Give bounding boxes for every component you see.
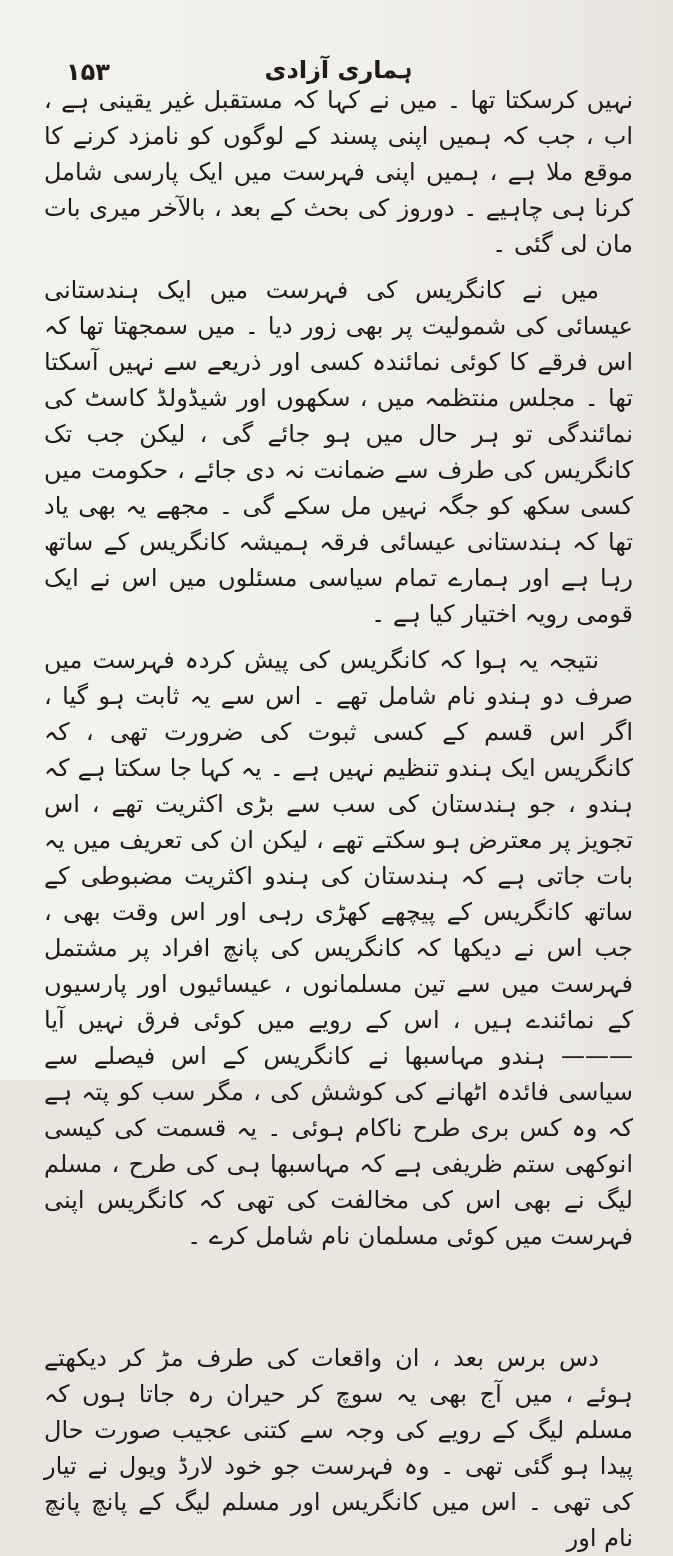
page-number: ۱۵۳ — [66, 58, 110, 86]
paragraph-4: دس برس بعد ، ان واقعات کی طرف مڑ کر دیکھتے ہوئے ، میں آج بھی یہ سوچ کر حیران رہ جاتا ہوں کہ مسلم لیگ کے رویے کی وجہ سے کتنی عجیب صورت حال پیدا ہو گئی تھی ۔ وہ فہرست جو خود لارڈ ویول نے تیار کی تھی ۔ اس میں کانگریس اور مسلم لیگ کے پانچ پانچ نام اور — [44, 1344, 633, 1552]
page-body — [44, 82, 633, 1556]
running-title: ہماری آزادی — [264, 56, 413, 84]
paragraph-1: نہیں کرسکتا تھا ۔ میں نے کہا کہ مستقبل غیر یقینی ہے ، اب ، جب کہ ہمیں اپنی پسند کے لوگوں کو نامزد کرنے کا موقع ملا ہے ، ہمیں اپنی فہرست میں ایک پارسی شامل کرنا ہی چاہیے ۔ دوروز کی بحث کے بعد ، بالآخر میری بات مان لی گئی ۔ — [44, 86, 633, 258]
paragraph-2: میں نے کانگریس کی فہرست میں ایک ہندستانی عیسائی کی شمولیت پر بھی زور دیا ۔ میں سمجھتا تھا کہ اس فرقے کا کوئی نمائندہ کسی اور ذریعے سے نہیں آسکتا تھا ۔ مجلس منتظمہ میں ، سکھوں اور شیڈولڈ کاسٹ کی نمائندگی تو ہر حال میں ہو جائے گی ، لیکن جب تک کانگریس کی طرف سے ضمانت نہ دی جائے ، حکومت میں کسی سکھ کو جگہ نہیں مل سکے گی ۔ مجھے یہ بھی یاد تھا کہ ہندستانی عیسائی فرقہ ہمیشہ کانگریس کے ساتھ رہا ہے اور ہمارے تمام سیاسی مسئلوں میں اس نے ایک قومی رویہ اختیار کیا ہے ۔ — [44, 276, 633, 628]
paragraph-3: نتیجہ یہ ہوا کہ کانگریس کی پیش کردہ فہرست میں صرف دو ہندو نام شامل تھے ۔ اس سے یہ ثابت ہو گیا ، اگر اس قسم کے کسی ثبوت کی ضرورت تھی ، کہ کانگریس ایک ہندو تنظیم نہیں ہے ۔ یہ کہا جا سکتا ہے کہ ہندو ، جو ہندستان کی سب سے بڑی اکثریت تھے ، اس تجویز پر معترض ہو سکتے تھے ، لیکن ان کی تعریف میں یہ بات جاتی ہے کہ ہندستان کی ہندو اکثریت مضبوطی کے ساتھ کانگریس کے پیچھے کھڑی رہی اور اس وقت بھی ، جب اس نے دیکھا کہ کانگریس کی پانچ افراد پر مشتمل فہرست میں سے تین مسلمانوں ، عیسائیوں اور پارسیوں کے نمائندے ہیں ، اس کے رویے میں کوئی فرق نہیں آیا ——— ہندو مہاسبھا نے کانگریس کے اس فیصلے سے سیاسی فائدہ اٹھانے کی کوشش کی ، مگر سب کو پتہ ہے کہ وہ کس بری طرح ناکام ہوئی ۔ یہ قسمت کی کیسی انوکھی ستم ظریفی ہے کہ مہاسبھا ہی کی طرح ، مسلم لیگ نے بھی اس کی مخالفت کی تھی کہ کانگریس اپنی فہرست میں کوئی مسلمان نام شامل کرے ۔ — [44, 646, 633, 1250]
